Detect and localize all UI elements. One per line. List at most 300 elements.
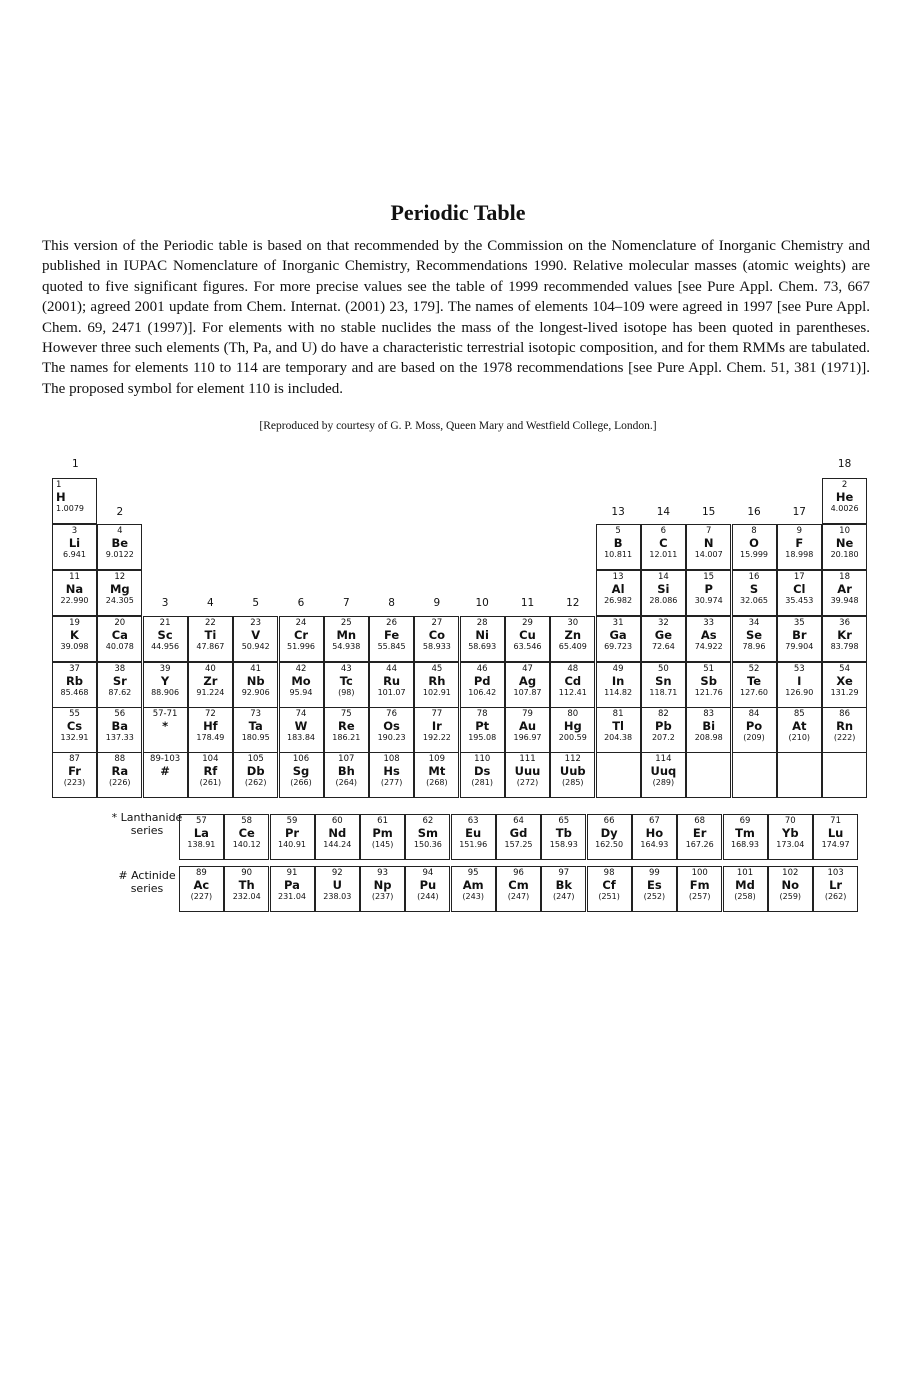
lanthanides-cell-Eu (451, 814, 496, 860)
element-cell-Si (641, 570, 686, 616)
element-symbol: Yb (782, 826, 799, 841)
atomic-number: 5 (615, 526, 621, 536)
atomic-mass: (258) (734, 891, 756, 901)
atomic-mass: 24.305 (105, 595, 134, 605)
atomic-mass: 137.33 (105, 732, 134, 742)
atomic-mass: 162.50 (595, 839, 624, 849)
atomic-number: 26 (386, 618, 397, 628)
element-cell-Ra (97, 752, 142, 798)
atomic-number: 37 (69, 664, 80, 674)
element-symbol: Uuu (514, 764, 541, 779)
atomic-mass: (257) (688, 891, 711, 901)
atomic-number: 48 (567, 664, 579, 674)
atomic-mass: 35.453 (785, 595, 814, 605)
element-symbol: Be (111, 536, 129, 551)
atomic-number: 66 (603, 816, 615, 826)
element-symbol: C (659, 536, 668, 551)
atomic-number: 76 (386, 709, 397, 719)
group-header-16: 16 (747, 506, 761, 518)
atomic-number: 57-71 (152, 709, 178, 719)
element-symbol (778, 765, 821, 778)
element-cell-Rn (822, 707, 867, 753)
atomic-mass: 178.49 (196, 732, 225, 742)
atomic-mass: 58.933 (422, 641, 451, 651)
atomic-mass: 158.93 (549, 839, 578, 849)
element-cell-Db (233, 752, 278, 798)
atomic-number: 108 (383, 754, 400, 764)
element-symbol: Md (735, 878, 755, 893)
element-symbol: Se (745, 628, 763, 643)
element-symbol: Pd (473, 674, 491, 689)
courtesy-note: [Reproduced by courtesy of G. P. Moss, Queen Mary and Westfield College, London.] (259, 420, 657, 432)
atomic-number: 38 (114, 664, 126, 674)
group-header-1: 1 (72, 458, 79, 470)
atomic-number: 45 (431, 664, 443, 674)
group-header-2: 2 (116, 506, 124, 518)
element-symbol: Tc (339, 674, 353, 689)
actinides-cell-Np (360, 866, 405, 912)
atomic-mass: (98) (338, 687, 355, 697)
element-cell-Li (52, 524, 97, 570)
element-cell-B (596, 524, 641, 570)
element-symbol: Br (792, 628, 807, 643)
element-cell-Na (52, 570, 97, 616)
atomic-mass: 231.04 (278, 891, 306, 901)
element-symbol: Li (68, 536, 81, 551)
atomic-mass: (252) (643, 891, 666, 901)
element-symbol: Sg (292, 764, 310, 779)
atomic-mass: (266) (290, 777, 312, 787)
atomic-number: 15 (703, 572, 715, 582)
lanthanides-cell-Nd (315, 814, 360, 860)
element-symbol: Pt (475, 719, 490, 734)
atomic-number: 78 (476, 709, 488, 719)
atomic-number: 16 (748, 572, 760, 582)
atomic-number: 39 (159, 664, 171, 674)
atomic-number: 7 (705, 526, 712, 536)
element-cell-H (52, 478, 97, 524)
atomic-number: 58 (241, 816, 253, 826)
atomic-number: 83 (703, 709, 715, 719)
atomic-number: 11 (69, 572, 80, 582)
actinides-series-label: # Actinide series (118, 869, 176, 895)
atomic-mass: 91.224 (196, 687, 225, 697)
atomic-mass: 6.941 (63, 549, 86, 559)
atomic-mass: 140.91 (278, 839, 306, 849)
atomic-mass: 238.03 (323, 891, 352, 901)
element-symbol: Sm (417, 826, 439, 841)
element-symbol (687, 765, 730, 778)
atomic-number: 17 (793, 572, 805, 582)
atomic-mass (733, 779, 776, 788)
atomic-number: 105 (247, 754, 264, 764)
element-symbol: Ds (473, 764, 491, 779)
element-symbol: Ho (645, 826, 664, 841)
element-symbol: Ne (835, 536, 854, 551)
element-symbol: Na (65, 582, 84, 597)
element-symbol: Rh (428, 674, 446, 689)
atomic-number: 114 (655, 754, 672, 764)
element-cell-F (777, 524, 822, 570)
element-cell-Ba (97, 707, 142, 753)
empty-cell (596, 752, 641, 798)
atomic-mass: 40.078 (105, 641, 134, 651)
atomic-mass: 196.97 (513, 732, 542, 742)
atomic-number: 84 (748, 709, 760, 719)
group-header-13: 13 (611, 506, 625, 518)
atomic-number: 96 (513, 868, 524, 878)
atomic-mass: (145) (371, 839, 394, 849)
atomic-mass: 88.906 (151, 687, 180, 697)
group-header-6: 6 (297, 597, 305, 609)
atomic-number: 3 (71, 526, 78, 536)
element-cell-K (52, 616, 97, 662)
atomic-mass: 186.21 (332, 732, 361, 742)
element-symbol: Tm (735, 826, 755, 841)
element-cell-Hs (369, 752, 414, 798)
element-symbol: Hs (383, 764, 400, 779)
element-cell-Sg (279, 752, 324, 798)
atomic-number: 59 (286, 816, 298, 826)
element-symbol: Ru (383, 674, 401, 689)
atomic-number: 21 (159, 618, 171, 628)
element-cell-At (777, 707, 822, 753)
element-symbol: Cd (564, 674, 582, 689)
atomic-mass: 55.845 (377, 641, 406, 651)
atomic-number: 104 (202, 754, 219, 764)
element-cell-Ag (505, 662, 550, 708)
element-symbol: Ga (609, 628, 627, 643)
element-symbol: Eu (465, 826, 482, 841)
atomic-mass: (262) (824, 891, 847, 901)
atomic-number: 70 (784, 816, 796, 826)
element-symbol: Ir (431, 719, 442, 734)
atomic-number: 67 (648, 816, 660, 826)
element-cell-Ni (460, 616, 505, 662)
atomic-mass: 92.906 (241, 687, 270, 697)
atomic-number: 103 (827, 868, 844, 878)
lanthanides-cell-Sm (405, 814, 450, 860)
element-cell-Rf (188, 752, 233, 798)
element-symbol: I (797, 674, 802, 689)
lanthanides-cell-La (179, 814, 224, 860)
element-symbol: B (613, 536, 623, 551)
atomic-mass: 54.938 (332, 641, 361, 651)
atomic-mass: 190.23 (377, 732, 406, 742)
atomic-number: 47 (522, 664, 533, 674)
element-cell-P (686, 570, 731, 616)
atomic-mass: (247) (507, 891, 530, 901)
element-cell-Pb (641, 707, 686, 753)
element-cell-W (279, 707, 324, 753)
atomic-number: 1 (56, 480, 62, 490)
atomic-number: 29 (522, 618, 533, 628)
element-symbol: F (795, 536, 804, 551)
element-symbol: Sb (700, 674, 717, 689)
atomic-number: 4 (117, 526, 123, 536)
element-symbol: Y (160, 674, 170, 689)
atomic-mass: (261) (199, 777, 222, 787)
atomic-mass: 15.999 (740, 549, 768, 559)
element-symbol: Re (337, 719, 355, 734)
atomic-mass: 140.12 (232, 839, 261, 849)
element-symbol: Pb (655, 719, 672, 734)
element-symbol: Kr (837, 628, 852, 643)
atomic-number: 23 (250, 618, 262, 628)
atomic-mass: 12.011 (649, 549, 678, 559)
atomic-mass: 39.098 (60, 641, 89, 651)
element-cell-Uub (550, 752, 595, 798)
element-cell-Zr (188, 662, 233, 708)
atomic-number: 95 (467, 868, 479, 878)
element-symbol: Te (746, 674, 762, 689)
element-symbol: Dy (600, 826, 618, 841)
atomic-mass: 204.38 (604, 732, 633, 742)
atomic-number: 27 (431, 618, 443, 628)
group-header-15: 15 (702, 506, 716, 518)
atomic-mass: 107.87 (513, 687, 542, 697)
element-symbol: Xe (836, 674, 853, 689)
group-header-9: 9 (433, 597, 441, 609)
actinides-cell-Pa (270, 866, 315, 912)
atomic-number: 50 (657, 664, 669, 674)
actinides-cell-Pu (405, 866, 450, 912)
element-symbol: No (781, 878, 800, 893)
element-cell-Ti (188, 616, 233, 662)
atomic-mass: 173.04 (776, 839, 805, 849)
element-cell-Br (777, 616, 822, 662)
element-symbol: Bi (702, 719, 716, 734)
empty-cell (822, 752, 867, 798)
atomic-mass: 164.93 (640, 839, 669, 849)
element-cell-Rh (414, 662, 459, 708)
atomic-number: 107 (338, 754, 355, 764)
atomic-number: 74 (295, 709, 307, 719)
element-symbol: Os (383, 719, 400, 734)
atomic-mass: (223) (63, 777, 86, 787)
element-symbol: Sn (655, 674, 672, 689)
actinides-cell-Cm (496, 866, 541, 912)
element-symbol: Rb (65, 674, 84, 689)
element-cell-Se (732, 616, 777, 662)
element-cell-Uuu (505, 752, 550, 798)
atomic-number: 106 (292, 754, 310, 764)
atomic-mass: 4.0026 (830, 503, 859, 513)
element-symbol: Es (647, 878, 662, 893)
element-cell-V (233, 616, 278, 662)
atomic-number: 101 (736, 868, 754, 878)
element-symbol: Cs (66, 719, 83, 734)
atomic-mass: 28.086 (649, 595, 678, 605)
lanthanides-series-label: * Lanthanide series (111, 811, 183, 837)
lanthanides-cell-Gd (496, 814, 541, 860)
element-symbol: Al (611, 582, 625, 597)
atomic-mass: (268) (426, 777, 448, 787)
actinides-cell-Md (723, 866, 768, 912)
atomic-mass: 47.867 (196, 641, 225, 651)
atomic-number: 88 (114, 754, 126, 764)
atomic-mass: 39.948 (830, 595, 859, 605)
element-cell-Po (732, 707, 777, 753)
atomic-number: 69 (739, 816, 751, 826)
atomic-mass: (222) (833, 732, 856, 742)
element-symbol: Ti (204, 628, 217, 643)
element-cell-S (732, 570, 777, 616)
atomic-number: 90 (241, 868, 253, 878)
atomic-number: 60 (331, 816, 343, 826)
element-cell-Ne (822, 524, 867, 570)
element-cell-Xe (822, 662, 867, 708)
atomic-mass: (272) (516, 777, 539, 787)
atomic-number: 99 (648, 868, 660, 878)
group-header-7: 7 (342, 597, 350, 609)
empty-cell (686, 752, 731, 798)
element-symbol: Tb (555, 826, 572, 841)
element-symbol: # (160, 764, 170, 779)
atomic-mass: 58.693 (468, 641, 497, 651)
atomic-mass: (210) (788, 732, 811, 742)
element-cell-Bh (324, 752, 369, 798)
atomic-number: 89 (195, 868, 207, 878)
atomic-number: 64 (513, 816, 524, 826)
atomic-number: 13 (612, 572, 624, 582)
atomic-mass: 32.065 (740, 595, 768, 605)
element-cell-Au (505, 707, 550, 753)
atomic-number: 2 (841, 480, 848, 490)
element-cell-Co (414, 616, 459, 662)
element-cell-Ca (97, 616, 142, 662)
atomic-mass: 118.71 (649, 687, 678, 697)
element-cell-Ta (233, 707, 278, 753)
actinides-cell-Bk (541, 866, 586, 912)
element-symbol: Fm (689, 878, 710, 893)
element-symbol: Si (657, 582, 670, 597)
atomic-number: 63 (467, 816, 479, 826)
atomic-mass: (277) (380, 777, 403, 787)
atomic-mass: 131.29 (830, 687, 859, 697)
element-symbol: Nb (246, 674, 265, 689)
atomic-number: 20 (114, 618, 126, 628)
element-symbol: Lu (827, 826, 844, 841)
atomic-number: 52 (748, 664, 760, 674)
atomic-number: 31 (612, 618, 624, 628)
atomic-number: 62 (422, 816, 434, 826)
atomic-number: 24 (295, 618, 307, 628)
element-symbol: Ar (837, 582, 852, 597)
lanthanides-cell-Dy (587, 814, 632, 860)
actinides-cell-Lr (813, 866, 858, 912)
atomic-mass: 180.95 (241, 732, 270, 742)
atomic-number: 51 (703, 664, 715, 674)
element-cell-Be (97, 524, 142, 570)
atomic-number: 32 (657, 618, 669, 628)
atomic-mass: (247) (553, 891, 575, 901)
atomic-number: 14 (657, 572, 669, 582)
group-header-14: 14 (656, 506, 671, 518)
element-cell-C (641, 524, 686, 570)
element-cell-Y (143, 662, 188, 708)
lanthanides-cell-Yb (768, 814, 813, 860)
atomic-mass: 83.798 (830, 641, 859, 651)
element-cell-Cs (52, 707, 97, 753)
atomic-number: 71 (830, 816, 841, 826)
atomic-mass: 106.42 (468, 687, 497, 697)
atomic-number: 94 (422, 868, 434, 878)
atomic-mass: (227) (190, 891, 213, 901)
atomic-mass: 183.84 (287, 732, 315, 742)
atomic-mass: 192.22 (422, 732, 451, 742)
atomic-mass: 151.96 (459, 839, 488, 849)
atomic-number: 61 (377, 816, 388, 826)
atomic-mass: 144.24 (323, 839, 352, 849)
atomic-mass: 101.07 (377, 687, 406, 697)
element-symbol: Po (745, 719, 763, 734)
atomic-number: 12 (114, 572, 126, 582)
element-symbol: Ac (193, 878, 210, 893)
atomic-number: 10 (839, 526, 850, 536)
element-cell-Ds (460, 752, 505, 798)
element-symbol (733, 765, 776, 778)
atomic-mass (823, 779, 866, 788)
lanthanides-cell-Lu (813, 814, 858, 860)
atomic-mass: 87.62 (108, 687, 132, 697)
element-cell-In (596, 662, 641, 708)
page-title: Periodic Table (390, 200, 526, 225)
element-cell-Cr (279, 616, 324, 662)
element-cell-Os (369, 707, 414, 753)
atomic-mass: 208.98 (694, 732, 723, 742)
element-cell-Mt (414, 752, 459, 798)
element-symbol: Sc (157, 628, 173, 643)
atomic-number: 102 (782, 868, 799, 878)
element-cell-Uuq (641, 752, 686, 798)
element-cell-Ge (641, 616, 686, 662)
element-cell-N (686, 524, 731, 570)
element-cell-Hf (188, 707, 233, 753)
group-header-5: 5 (252, 597, 260, 609)
atomic-number: 33 (703, 618, 715, 628)
atomic-mass: 167.26 (685, 839, 714, 849)
element-cell-Mg (97, 570, 142, 616)
atomic-number: 42 (295, 664, 307, 674)
atomic-mass: 132.91 (60, 732, 89, 742)
atomic-mass: 200.59 (558, 732, 587, 742)
element-symbol: W (294, 719, 308, 734)
atomic-number: 89-103 (150, 754, 181, 764)
element-symbol: Zn (564, 628, 582, 643)
element-symbol: Pa (284, 878, 300, 893)
atomic-mass (778, 779, 821, 788)
element-symbol: Ce (238, 826, 255, 841)
element-cell-Fe (369, 616, 414, 662)
atomic-number: 40 (204, 664, 216, 674)
element-symbol: Er (692, 826, 707, 841)
element-cell-Sc (143, 616, 188, 662)
element-cell-Tl (596, 707, 641, 753)
atomic-number: 44 (386, 664, 397, 674)
atomic-number: 30 (567, 618, 579, 628)
lanthanides-cell-Pm (360, 814, 405, 860)
element-cell-Ru (369, 662, 414, 708)
element-symbol: In (611, 674, 625, 689)
element-cell-Sb (686, 662, 731, 708)
element-symbol: N (703, 536, 714, 551)
atomic-number: 80 (567, 709, 579, 719)
element-cell-Sn (641, 662, 686, 708)
element-symbol: O (749, 536, 759, 551)
atomic-number: 49 (612, 664, 624, 674)
atomic-number: 34 (748, 618, 760, 628)
